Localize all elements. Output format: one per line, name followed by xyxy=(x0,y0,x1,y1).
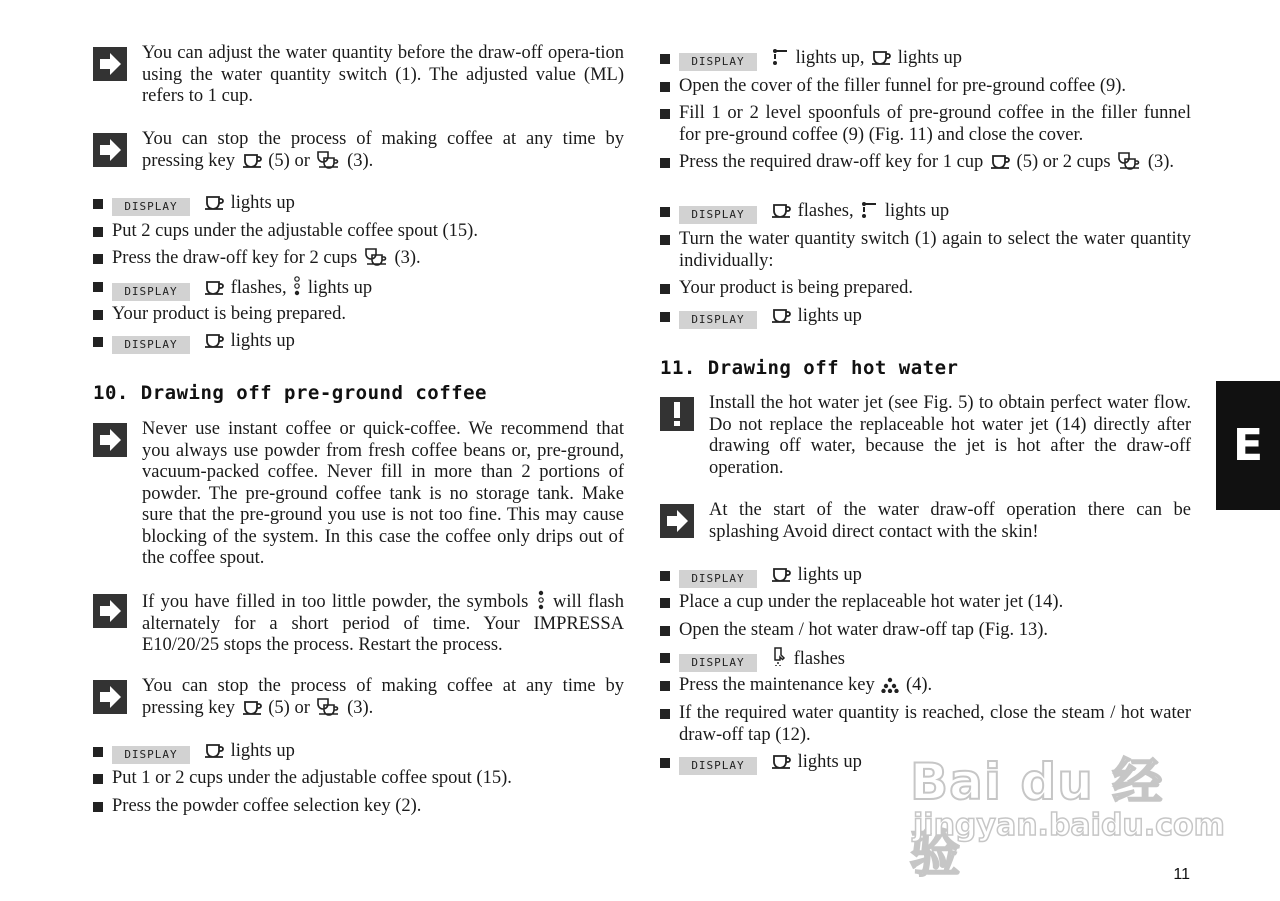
cup-icon xyxy=(204,333,224,349)
list-item: Fill 1 or 2 level spoonfuls of pre-ground coffee in the filler funnel for pre-ground coffee (9) (Fig. 11) and close the cover. xyxy=(660,103,1191,146)
list-item: Turn the water quantity switch (1) again to select the water quantity individually: xyxy=(660,229,1191,272)
page-number: 11 xyxy=(1173,866,1190,883)
section-heading: 11. Drawing off hot water xyxy=(660,357,959,379)
section-tab-e: E xyxy=(1216,381,1280,510)
list-item: DISPLAY lights up xyxy=(660,306,1191,329)
list-item: Put 1 or 2 cups under the adjustable coffee spout (15). xyxy=(93,768,624,790)
tap-icon xyxy=(771,647,787,667)
note-splashing xyxy=(660,500,1191,543)
list-item: If the required water quantity is reached, close the steam / hot water draw-off tap (12). xyxy=(660,703,1191,746)
display-indicator: DISPLAY xyxy=(112,746,190,764)
list-item: DISPLAY lights up xyxy=(660,565,1191,588)
dots-icon xyxy=(293,276,301,296)
note-stop-process: You can stop the process of making coffee at any time by pressing key (5) or (3). xyxy=(93,129,624,172)
list-item: Open the steam / hot water draw-off tap (Fig. 13). xyxy=(660,620,1191,642)
watermark-brand: Bai du 经验 xyxy=(910,753,1164,883)
two-cups-icon xyxy=(316,151,340,169)
two-cups-icon xyxy=(364,248,388,266)
cup-icon xyxy=(242,700,262,716)
cup-icon xyxy=(242,153,262,169)
cup-icon xyxy=(871,50,891,66)
cup-icon xyxy=(204,280,224,296)
list-item: Press the draw-off key for 2 cups (3). xyxy=(93,248,624,270)
cup-icon xyxy=(204,195,224,211)
list-item: Press the maintenance key (4). xyxy=(660,675,1191,697)
cup-icon xyxy=(771,567,791,583)
note-too-little-powder: If you have filled in too little powder, the symbols will flash alternately for a short period of time. Your IMPRESSA E10/20/25 stops the process. Restart the process. xyxy=(93,590,624,657)
list-item: DISPLAY lights up xyxy=(93,331,624,354)
note-text: Never use instant coffee or quick-coffee. We recommend that you always use powder from fresh coffee beans or, pre-ground, vacuum-packed coffee. Never fill in more than 2 portions of powder. The pre-ground coffee tank is no storage tank. Make sure that the pre-ground you use is not too fine. This may cause blocking of the system. In this case the coffee only drips out of the coffee spout. xyxy=(142,419,624,568)
note-stop-process: You can stop the process of making coffee at any time by pressing key (5) or (3). xyxy=(93,676,624,719)
list-item: DISPLAY lights up xyxy=(93,193,624,216)
spout-icon xyxy=(860,201,878,219)
arrow-right-icon xyxy=(660,504,694,538)
display-indicator: DISPLAY xyxy=(679,311,757,329)
watermark-url: jingyan.baidu.com xyxy=(913,808,1225,843)
arrow-right-icon xyxy=(93,133,127,167)
display-indicator: DISPLAY xyxy=(679,757,757,775)
section-heading: 10. Drawing off pre-ground coffee xyxy=(93,382,487,404)
list-item: Open the cover of the filler funnel for pre-ground coffee (9). xyxy=(660,76,1191,98)
two-cups-icon xyxy=(316,698,340,716)
note-text: At the start of the water draw-off operation there can be splashing Avoid direct contact with the skin! xyxy=(709,500,1191,542)
list-item: DISPLAY lights up, lights up xyxy=(660,48,1191,71)
list-item: DISPLAY flashes, lights up xyxy=(93,276,624,301)
maintenance-icon xyxy=(881,677,899,693)
arrow-right-icon xyxy=(93,680,127,714)
note-text: Install the hot water jet (see Fig. 5) to obtain perfect water flow. Do not replace the replaceable hot water jet (14) directly after drawing off water, because the jet is hot after the draw-off operation. xyxy=(709,393,1191,478)
display-indicator: DISPLAY xyxy=(679,53,757,71)
dots-icon xyxy=(537,590,545,610)
display-indicator: DISPLAY xyxy=(679,654,757,672)
list-item: Your product is being prepared. xyxy=(93,304,624,326)
list-item: DISPLAY lights up xyxy=(660,752,1191,775)
display-indicator: DISPLAY xyxy=(679,206,757,224)
cup-icon xyxy=(990,154,1010,170)
warning-icon xyxy=(660,397,694,431)
arrow-right-icon xyxy=(93,47,127,81)
list-item: Put 2 cups under the adjustable coffee spout (15). xyxy=(93,221,624,243)
arrow-right-icon xyxy=(93,423,127,457)
note-water-quantity xyxy=(93,43,624,108)
cup-icon xyxy=(771,203,791,219)
display-indicator: DISPLAY xyxy=(112,198,190,216)
spout-icon xyxy=(771,48,789,66)
warning-hot-water-jet xyxy=(660,393,1191,479)
list-item: DISPLAY flashes, lights up xyxy=(660,201,1191,224)
list-item: Place a cup under the replaceable hot water jet (14). xyxy=(660,592,1191,614)
note-text: You can adjust the water quantity before the draw-off opera-tion using the water quantity switch (1). The adjusted value (ML) refers to 1 cup. xyxy=(142,43,624,106)
arrow-right-icon xyxy=(93,594,127,628)
list-item: Press the required draw-off key for 1 cup (5) or 2 cups (3). xyxy=(660,152,1191,174)
list-item: Your product is being prepared. xyxy=(660,278,1191,300)
list-item: DISPLAY flashes xyxy=(660,647,1191,672)
display-indicator: DISPLAY xyxy=(112,283,190,301)
cup-icon xyxy=(204,743,224,759)
note-preground xyxy=(93,419,624,570)
cup-icon xyxy=(771,308,791,324)
list-item: Press the powder coffee selection key (2). xyxy=(93,796,624,818)
display-indicator: DISPLAY xyxy=(112,336,190,354)
two-cups-icon xyxy=(1117,152,1141,170)
list-item: DISPLAY lights up xyxy=(93,741,624,764)
display-indicator: DISPLAY xyxy=(679,570,757,588)
cup-icon xyxy=(771,754,791,770)
